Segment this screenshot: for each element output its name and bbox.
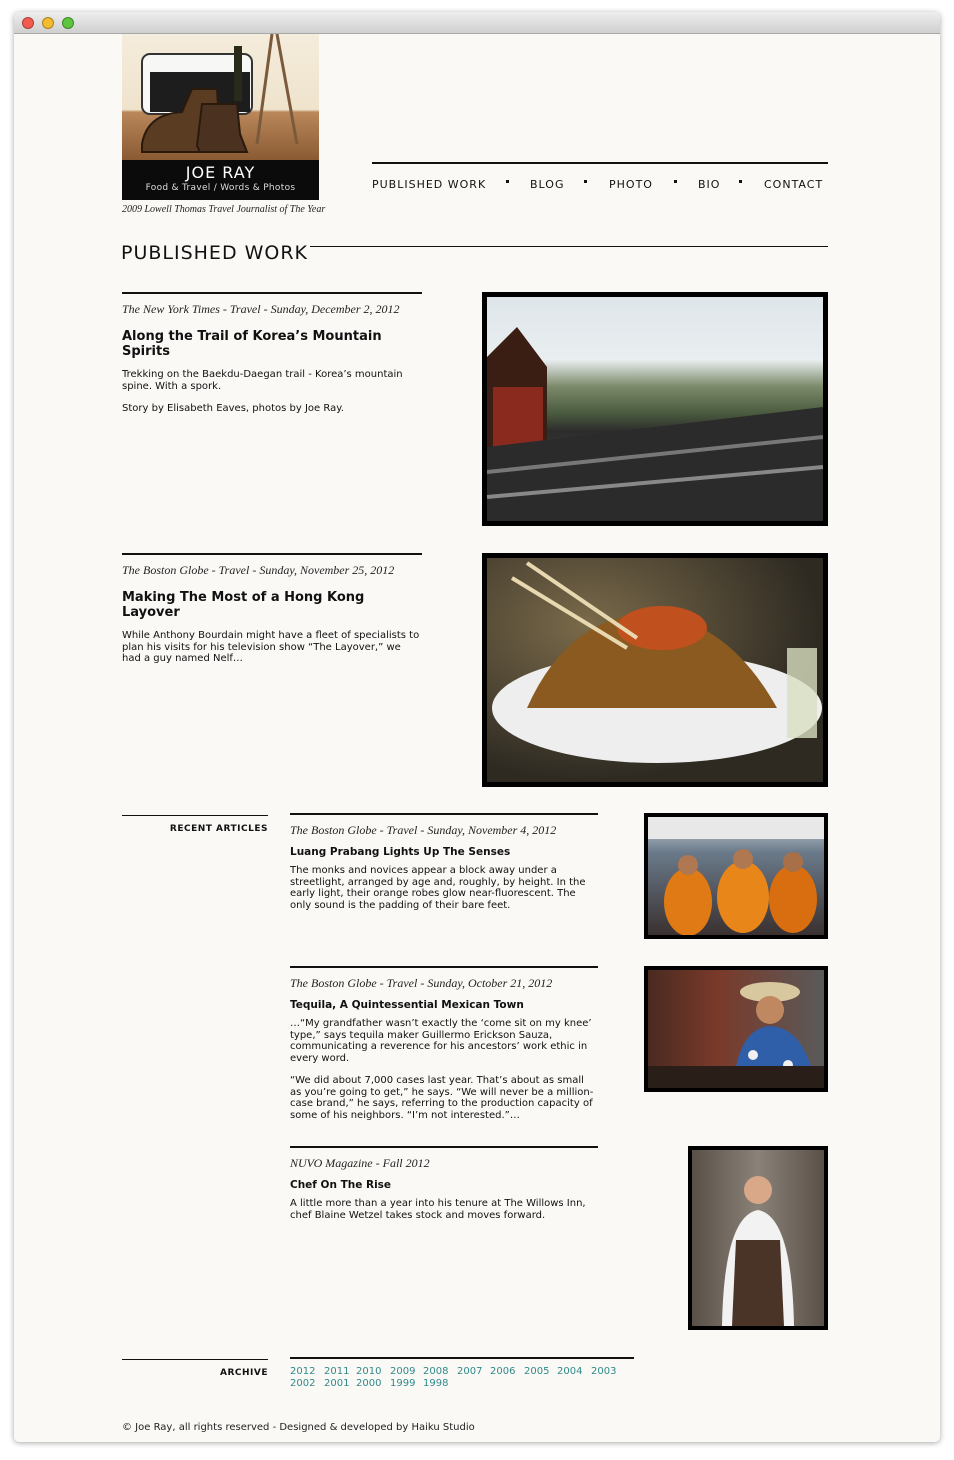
- article-source: The Boston Globe - Travel - Sunday, November 25, 2012: [122, 563, 395, 577]
- archive-year-link[interactable]: 2002: [290, 1378, 316, 1389]
- archive-year-link[interactable]: 2005: [524, 1366, 550, 1377]
- archive-year-link[interactable]: 1998: [423, 1378, 449, 1389]
- article-rule: [290, 813, 598, 815]
- article-summary-continued: “We did about 7,000 cases last year. That’s about as small as you’re going to get,” he says. “We will never be a million-case brand,” he says, referring to the production capacity of some of his neighbors. “I’m not interested.”…: [290, 1075, 594, 1121]
- featured-photo-crab[interactable]: [482, 553, 828, 787]
- archive-year-link[interactable]: 2006: [490, 1366, 516, 1377]
- nav-published-work[interactable]: PUBLISHED WORK: [372, 178, 487, 191]
- article-title[interactable]: Chef On The Rise: [290, 1179, 392, 1191]
- archive-year-link[interactable]: 2004: [557, 1366, 583, 1377]
- archive-year-link[interactable]: 2008: [423, 1366, 449, 1377]
- main-nav: [372, 162, 828, 192]
- archive-year-link[interactable]: 2007: [457, 1366, 483, 1377]
- browser-window: [14, 12, 940, 1442]
- chef-portrait-image: [692, 1150, 824, 1326]
- recent-photo-monks[interactable]: [644, 813, 828, 939]
- window-titlebar: [14, 12, 940, 34]
- title-rule: [310, 246, 828, 247]
- archive-rule: [290, 1357, 634, 1359]
- page-title: PUBLISHED WORK: [121, 242, 309, 264]
- nav-contact[interactable]: CONTACT: [764, 178, 824, 191]
- sidebar-rule: [122, 815, 268, 816]
- logo-name: JOE RAY: [185, 163, 256, 182]
- temple-roof-image: [487, 297, 823, 521]
- crab-dish-image: [487, 558, 823, 782]
- sidebar-rule: [122, 1359, 268, 1360]
- logo-tagline: Food & Travel / Words & Photos: [145, 183, 296, 193]
- nav-bio[interactable]: BIO: [698, 178, 721, 191]
- article-summary: While Anthony Bourdain might have a fleet of specialists to plan his visits for his television show “The Layover,” we had a guy named Nelf…: [122, 630, 420, 664]
- article-title[interactable]: Tequila, A Quintessential Mexican Town: [290, 999, 524, 1011]
- nav-photo[interactable]: PHOTO: [609, 178, 653, 191]
- site-logo[interactable]: [122, 34, 319, 200]
- article-title[interactable]: Along the Trail of Korea’s Mountain Spirits: [122, 329, 382, 359]
- article-rule: [290, 966, 598, 968]
- article-summary: Trekking on the Baekdu-Daegan trail - Korea’s mountain spine. With a spork.: [122, 369, 403, 392]
- article-summary: The monks and novices appear a block away under a streetlight, arranged by age and, roughly, by height. In the early light, their orange robes glow near-fluorescent. The only sound is the padding of their bare feet.: [290, 865, 586, 911]
- recent-photo-tequila[interactable]: [644, 966, 828, 1092]
- monks-image: [648, 817, 824, 935]
- nav-separator: [739, 180, 742, 183]
- article-summary: …“My grandfather wasn’t exactly the ‘come sit on my knee’ type,” says tequila maker Guillermo Erickson Sauza, communicating a reverence for his ancestors’ work ethic in every word.: [290, 1018, 592, 1064]
- nav-blog[interactable]: BLOG: [530, 178, 565, 191]
- article-credit: Story by Elisabeth Eaves, photos by Joe Ray.: [122, 403, 344, 414]
- article-rule: [122, 553, 422, 555]
- archive-year-link[interactable]: 2009: [390, 1366, 416, 1377]
- recent-photo-chef[interactable]: [688, 1146, 828, 1330]
- nav-separator: [506, 180, 509, 183]
- logo-photo: [122, 34, 319, 160]
- nav-separator: [674, 180, 677, 183]
- nav-separator: [584, 180, 587, 183]
- archive-year-link[interactable]: 2001: [324, 1378, 350, 1389]
- tequila-maker-image: [648, 970, 824, 1088]
- article-source: The New York Times - Travel - Sunday, December 2, 2012: [122, 302, 400, 316]
- article-title[interactable]: Making The Most of a Hong Kong Layover: [122, 590, 365, 620]
- archive-year-link[interactable]: 2003: [591, 1366, 617, 1377]
- minimize-window-button[interactable]: [42, 17, 54, 29]
- boots-and-bag-illustration: [122, 34, 319, 160]
- archive-year-link[interactable]: 2011: [324, 1366, 350, 1377]
- article-title[interactable]: Luang Prabang Lights Up The Senses: [290, 846, 511, 858]
- article-source: The Boston Globe - Travel - Sunday, November 4, 2012: [290, 823, 557, 837]
- site-footer: © Joe Ray, all rights reserved - Designed & developed by Haiku Studio: [122, 1422, 475, 1433]
- recent-articles-label: RECENT ARTICLES: [169, 824, 268, 834]
- article-source: NUVO Magazine - Fall 2012: [290, 1156, 430, 1170]
- featured-photo-korea[interactable]: [482, 292, 828, 526]
- article-rule: [290, 1146, 598, 1148]
- archive-year-link[interactable]: 1999: [390, 1378, 416, 1389]
- award-caption: 2009 Lowell Thomas Travel Journalist of The Year: [122, 204, 326, 215]
- article-source: The Boston Globe - Travel - Sunday, October 21, 2012: [290, 976, 553, 990]
- logo-title-bar: [122, 160, 319, 200]
- archive-label: ARCHIVE: [220, 1368, 268, 1378]
- archive-year-link[interactable]: 2010: [356, 1366, 382, 1377]
- archive-year-link[interactable]: 2012: [290, 1366, 316, 1377]
- close-window-button[interactable]: [22, 17, 34, 29]
- zoom-window-button[interactable]: [62, 17, 74, 29]
- article-rule: [122, 292, 422, 294]
- article-summary: A little more than a year into his tenure at The Willows Inn, chef Blaine Wetzel takes stock and moves forward.: [290, 1198, 586, 1221]
- archive-year-link[interactable]: 2000: [356, 1378, 382, 1389]
